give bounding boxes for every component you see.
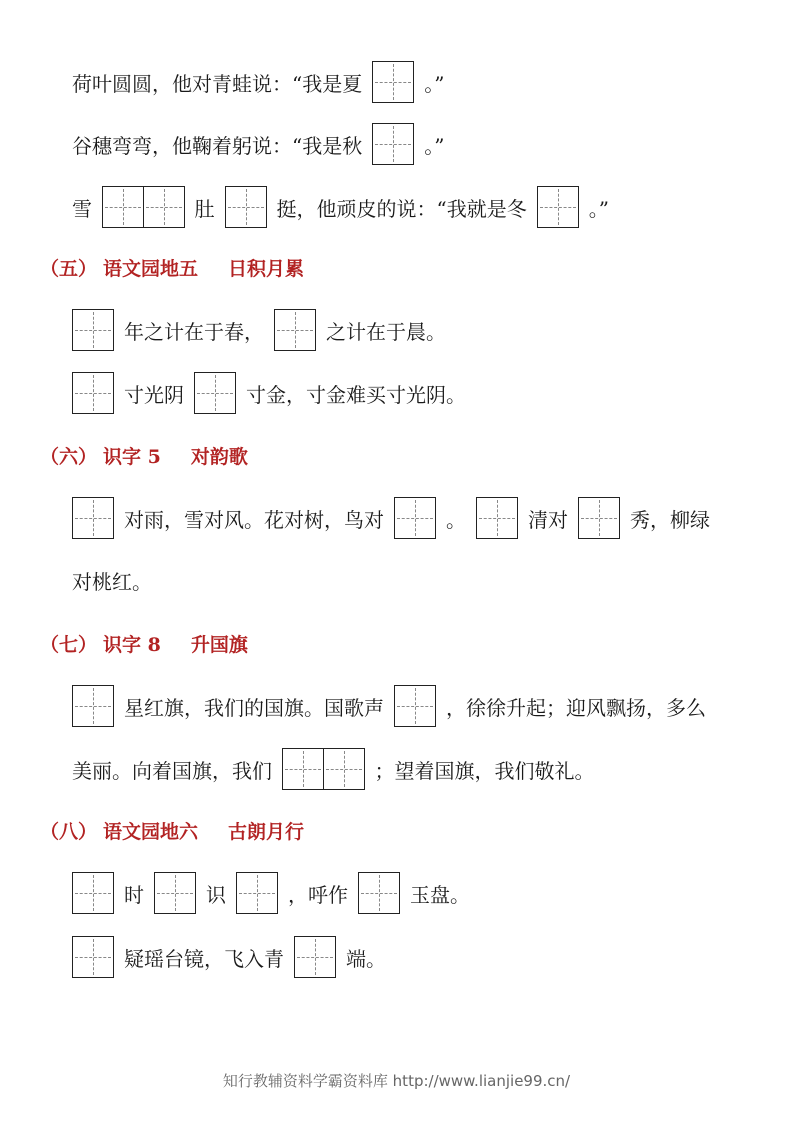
line-text: 玉盘。 bbox=[410, 882, 470, 907]
fill-line-11 bbox=[62, 935, 386, 979]
fill-line-5 bbox=[62, 371, 466, 415]
answer-box[interactable] bbox=[72, 685, 114, 727]
line-text: 对桃红。 bbox=[72, 569, 152, 594]
answer-box[interactable] bbox=[143, 186, 185, 228]
answer-box[interactable] bbox=[72, 372, 114, 414]
fill-line-1 bbox=[72, 60, 444, 104]
section-heading-5 bbox=[40, 252, 304, 282]
line-text: 时 bbox=[124, 882, 144, 907]
line-text: 寸光阴 bbox=[124, 382, 184, 407]
fill-line-3 bbox=[72, 185, 609, 229]
section-title: 识字 5 bbox=[103, 445, 161, 468]
line-text: 挺，他顽皮的说：“我就是冬 bbox=[276, 196, 527, 221]
page-footer: 知行教辅资料学霸资料库 http://www.lianjie99.cn/ bbox=[222, 1072, 571, 1090]
section-subtitle: 对韵歌 bbox=[190, 445, 248, 468]
answer-box[interactable] bbox=[102, 186, 144, 228]
section-subtitle: 古朗月行 bbox=[228, 820, 305, 843]
answer-box[interactable] bbox=[358, 872, 400, 914]
line-text: 端。 bbox=[346, 946, 386, 971]
fill-line-9 bbox=[72, 747, 595, 791]
line-text: 荷叶圆圆，他对青蛙说：“我是夏 bbox=[72, 71, 363, 96]
line-text: 秀，柳绿 bbox=[630, 507, 710, 532]
answer-box[interactable] bbox=[323, 748, 365, 790]
answer-box[interactable] bbox=[394, 685, 436, 727]
section-number: （六） bbox=[40, 445, 98, 468]
line-text: 清对 bbox=[528, 507, 568, 532]
line-text: 对雨，雪对风。花对树，鸟对 bbox=[124, 507, 384, 532]
answer-box[interactable] bbox=[476, 497, 518, 539]
line-text: 雪 bbox=[72, 196, 92, 221]
line-text: 星红旗，我们的国旗。国歌声 bbox=[124, 695, 384, 720]
answer-box[interactable] bbox=[282, 748, 324, 790]
answer-box[interactable] bbox=[72, 309, 114, 351]
line-text: 肚 bbox=[194, 196, 215, 221]
line-text: ，徐徐升起；迎风飘扬，多么 bbox=[446, 695, 706, 720]
section-title: 语文园地五 bbox=[103, 257, 199, 280]
fill-line-7 bbox=[72, 558, 152, 602]
section-title: 语文园地六 bbox=[103, 820, 199, 843]
line-text: 。” bbox=[424, 133, 445, 158]
fill-line-8 bbox=[62, 684, 706, 728]
section-title: 识字 8 bbox=[103, 633, 161, 656]
section-number: （八） bbox=[40, 820, 98, 843]
line-text: 年之计在于春， bbox=[124, 319, 264, 344]
line-text: 。” bbox=[424, 71, 445, 96]
answer-box[interactable] bbox=[194, 372, 236, 414]
answer-box[interactable] bbox=[72, 872, 114, 914]
section-heading-8 bbox=[40, 815, 304, 845]
answer-box[interactable] bbox=[578, 497, 620, 539]
answer-box[interactable] bbox=[537, 186, 579, 228]
answer-box[interactable] bbox=[274, 309, 316, 351]
fill-line-2 bbox=[72, 122, 444, 166]
fill-line-6 bbox=[62, 496, 710, 540]
fill-line-10 bbox=[62, 871, 470, 915]
line-text: 疑瑶台镜，飞入青 bbox=[124, 946, 284, 971]
answer-box[interactable] bbox=[72, 936, 114, 978]
line-text: ；望着国旗，我们敬礼。 bbox=[374, 758, 595, 783]
line-text: 谷穗弯弯，他鞠着躬说：“我是秋 bbox=[72, 133, 363, 158]
answer-box[interactable] bbox=[394, 497, 436, 539]
section-heading-6 bbox=[40, 440, 248, 470]
section-number: （五） bbox=[40, 257, 98, 280]
section-number: （七） bbox=[40, 633, 98, 656]
answer-box[interactable] bbox=[225, 186, 267, 228]
line-text: 寸金，寸金难买寸光阴。 bbox=[246, 382, 466, 407]
line-text: 识 bbox=[206, 882, 226, 907]
line-text: 。” bbox=[588, 196, 609, 221]
line-text: 美丽。向着国旗，我们 bbox=[72, 758, 272, 783]
answer-box[interactable] bbox=[236, 872, 278, 914]
line-text: 。 bbox=[446, 507, 466, 532]
answer-box[interactable] bbox=[154, 872, 196, 914]
line-text: ，呼作 bbox=[288, 882, 348, 907]
section-subtitle: 日积月累 bbox=[228, 257, 305, 280]
answer-box[interactable] bbox=[372, 61, 414, 103]
section-subtitle: 升国旗 bbox=[190, 633, 248, 656]
line-text: 之计在于晨。 bbox=[326, 319, 446, 344]
answer-box[interactable] bbox=[372, 123, 414, 165]
section-heading-7 bbox=[40, 628, 248, 658]
answer-box[interactable] bbox=[72, 497, 114, 539]
fill-line-4 bbox=[62, 308, 446, 352]
answer-box[interactable] bbox=[294, 936, 336, 978]
